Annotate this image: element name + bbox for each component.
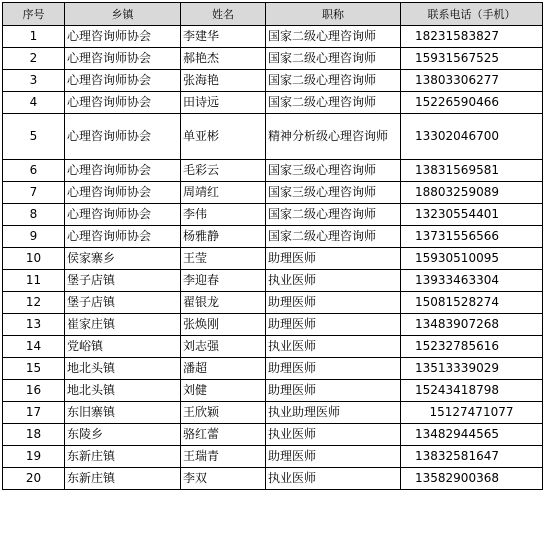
cell-phone: 13582900368 [401,468,543,490]
table-row [3,226,543,248]
cell-town: 东旧寨镇 [65,402,181,424]
table-row [3,204,543,226]
cell-name: 李伟 [181,204,266,226]
cell-phone: 15931567525 [401,48,543,70]
cell-town: 崔家庄镇 [65,314,181,336]
cell-title: 执业助理医师 [266,402,401,424]
cell-town: 心理咨询师协会 [65,160,181,182]
cell-phone: 15127471077 [401,402,543,424]
header-seq: 序号 [3,3,65,26]
cell-name: 刘健 [181,380,266,402]
cell-phone: 18231583827 [401,26,543,48]
header-row [3,3,543,26]
cell-name: 单亚彬 [181,114,266,160]
table-row [3,70,543,92]
cell-name: 李建华 [181,26,266,48]
cell-seq: 2 [3,48,65,70]
cell-phone: 15243418798 [401,380,543,402]
cell-name: 杨雅静 [181,226,266,248]
table-row [3,314,543,336]
cell-title: 国家二级心理咨询师 [266,226,401,248]
cell-title: 国家三级心理咨询师 [266,182,401,204]
contact-table [2,2,543,490]
cell-phone: 13483907268 [401,314,543,336]
cell-seq: 19 [3,446,65,468]
cell-seq: 20 [3,468,65,490]
table-row [3,336,543,358]
cell-phone: 15232785616 [401,336,543,358]
cell-seq: 9 [3,226,65,248]
cell-town: 心理咨询师协会 [65,114,181,160]
cell-title: 国家二级心理咨询师 [266,70,401,92]
cell-name: 李迎春 [181,270,266,292]
cell-title: 助理医师 [266,380,401,402]
cell-title: 执业医师 [266,270,401,292]
cell-phone: 18803259089 [401,182,543,204]
cell-phone: 15081528274 [401,292,543,314]
cell-town: 地北头镇 [65,380,181,402]
cell-name: 周靖红 [181,182,266,204]
cell-phone: 13230554401 [401,204,543,226]
cell-town: 心理咨询师协会 [65,26,181,48]
cell-title: 精神分析级心理咨询师 [266,114,401,160]
cell-town: 侯家寨乡 [65,248,181,270]
cell-phone: 13482944565 [401,424,543,446]
cell-seq: 16 [3,380,65,402]
cell-seq: 17 [3,402,65,424]
cell-title: 助理医师 [266,248,401,270]
cell-title: 助理医师 [266,358,401,380]
cell-phone: 15930510095 [401,248,543,270]
cell-name: 王瑞青 [181,446,266,468]
cell-name: 毛彩云 [181,160,266,182]
cell-name: 骆红蕾 [181,424,266,446]
cell-title: 助理医师 [266,314,401,336]
cell-phone: 13302046700 [401,114,543,160]
table-row [3,182,543,204]
table-row [3,160,543,182]
cell-town: 堡子店镇 [65,292,181,314]
cell-name: 王欣颖 [181,402,266,424]
cell-seq: 4 [3,92,65,114]
table-row [3,92,543,114]
table-row [3,292,543,314]
cell-seq: 10 [3,248,65,270]
cell-town: 心理咨询师协会 [65,92,181,114]
header-phone: 联系电话（手机） [401,3,543,26]
cell-title: 国家二级心理咨询师 [266,26,401,48]
cell-town: 心理咨询师协会 [65,226,181,248]
table-body [3,3,543,490]
table-row [3,114,543,160]
cell-title: 助理医师 [266,446,401,468]
header-town: 乡镇 [65,3,181,26]
cell-seq: 7 [3,182,65,204]
cell-seq: 1 [3,26,65,48]
cell-town: 东新庄镇 [65,468,181,490]
table-row [3,424,543,446]
header-name: 姓名 [181,3,266,26]
cell-title: 助理医师 [266,292,401,314]
cell-seq: 13 [3,314,65,336]
cell-phone: 13731556566 [401,226,543,248]
cell-seq: 11 [3,270,65,292]
cell-town: 心理咨询师协会 [65,204,181,226]
cell-seq: 8 [3,204,65,226]
table-row [3,358,543,380]
cell-phone: 13832581647 [401,446,543,468]
cell-title: 国家二级心理咨询师 [266,204,401,226]
cell-name: 张海艳 [181,70,266,92]
table-row [3,446,543,468]
cell-phone: 13831569581 [401,160,543,182]
cell-phone: 13513339029 [401,358,543,380]
cell-title: 国家三级心理咨询师 [266,160,401,182]
cell-seq: 12 [3,292,65,314]
cell-seq: 6 [3,160,65,182]
table-row [3,402,543,424]
cell-town: 东新庄镇 [65,446,181,468]
cell-town: 东陵乡 [65,424,181,446]
cell-name: 张焕刚 [181,314,266,336]
cell-title: 国家二级心理咨询师 [266,92,401,114]
cell-title: 国家二级心理咨询师 [266,48,401,70]
table-row [3,248,543,270]
cell-name: 潘超 [181,358,266,380]
cell-name: 李双 [181,468,266,490]
cell-seq: 15 [3,358,65,380]
table-row [3,48,543,70]
cell-seq: 5 [3,114,65,160]
cell-phone: 15226590466 [401,92,543,114]
cell-town: 心理咨询师协会 [65,48,181,70]
table-row [3,468,543,490]
cell-town: 心理咨询师协会 [65,182,181,204]
table-row [3,380,543,402]
cell-seq: 18 [3,424,65,446]
cell-town: 堡子店镇 [65,270,181,292]
cell-name: 田诗远 [181,92,266,114]
header-title: 职称 [266,3,401,26]
cell-town: 党峪镇 [65,336,181,358]
table-row [3,26,543,48]
cell-town: 地北头镇 [65,358,181,380]
cell-title: 执业医师 [266,336,401,358]
cell-title: 执业医师 [266,468,401,490]
cell-name: 郝艳杰 [181,48,266,70]
cell-phone: 13933463304 [401,270,543,292]
cell-name: 王莹 [181,248,266,270]
cell-name: 刘志强 [181,336,266,358]
cell-town: 心理咨询师协会 [65,70,181,92]
cell-seq: 3 [3,70,65,92]
cell-title: 执业医师 [266,424,401,446]
cell-phone: 13803306277 [401,70,543,92]
cell-seq: 14 [3,336,65,358]
table-row [3,270,543,292]
cell-name: 翟银龙 [181,292,266,314]
